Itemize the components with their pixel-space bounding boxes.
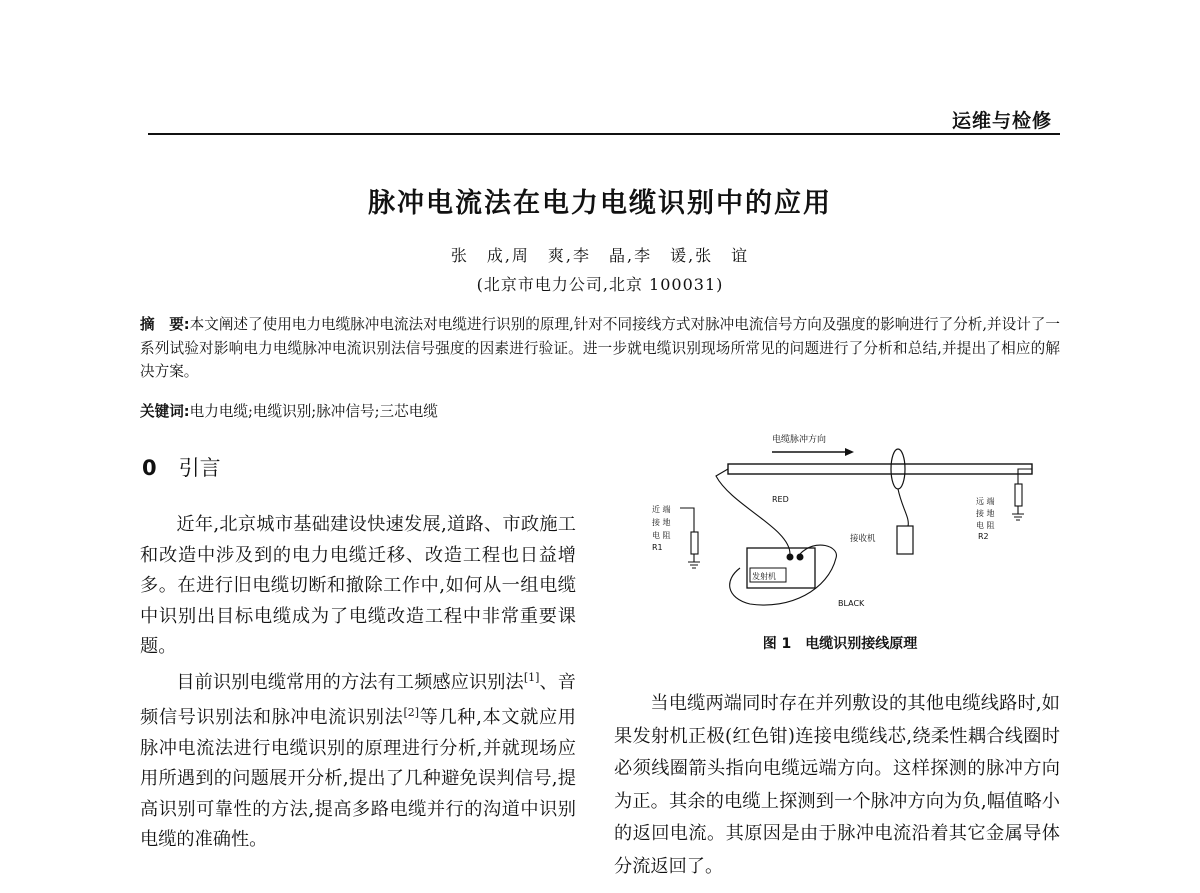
svg-text:近 端: 近 端: [652, 505, 671, 514]
keywords-label: 关键词:: [140, 403, 190, 420]
citation-1[interactable]: [1]: [523, 670, 540, 684]
abstract-label: 摘 要:: [140, 316, 190, 333]
paper-title: 脉冲电流法在电力电缆识别中的应用: [368, 188, 832, 219]
section-heading: [142, 452, 221, 482]
svg-text:R1: R1: [652, 543, 663, 552]
svg-text:电 阻: 电 阻: [652, 531, 671, 540]
journal-section-label: 运维与检修: [951, 110, 1052, 132]
abstract: [140, 313, 1060, 384]
keywords: [140, 400, 1060, 421]
keywords-text: 电力电缆;电缆识别;脉冲信号;三芯电缆: [189, 403, 438, 420]
svg-text:R2: R2: [978, 532, 989, 541]
affiliation: (北京市电力公司,北京 100031): [476, 275, 724, 294]
svg-text:电 阻: 电 阻: [976, 521, 995, 530]
cable-body: [728, 464, 1032, 474]
svg-text:远 端: 远 端: [976, 497, 995, 506]
abstract-text: 本文阐述了使用电力电缆脉冲电流法对电缆进行识别的原理,针对不同接线方式对脉冲电流信号方向及强度的影响进行了分析,并设计了一系列试验对影响电力电缆脉冲电流识别法信号强度的因素进行验证。进一步就电缆识别现场所常见的问题进行了分析和总结,并提出了相应的解决方案。: [140, 316, 1060, 380]
near-end-resistor: [691, 532, 698, 554]
red-lead-label: RED: [772, 495, 789, 504]
right-paragraph-1: 当电缆两端同时存在并列敷设的其他电缆线路时,如果发射机正极(红色钳)连接电缆线芯,绕柔性耦合线圈时必须线圈箭头指向电缆远端方向。这样探测的脉冲方向为正。其余的电缆上探测到一个脉冲方向为负,幅值略小的返回电流。其原因是由于脉冲电流沿着其它金属导体分流返回了。: [614, 693, 1060, 877]
intro-paragraph-1: 近年,北京城市基础建设快速发展,道路、市政施工和改造中涉及到的电力电缆迁移、改造工程也日益增多。在进行旧电缆切断和撤除工作中,如何从一组电缆中识别出目标电缆成为了电缆改造工程中非常重要课题。: [140, 514, 576, 657]
intro-paragraph-2: 目前识别电缆常用的方法有工频感应识别法[1]、音频信号识别法和脉冲电流识别法[2]等几种,本文就应用脉冲电流法进行电缆识别的原理进行分析,并就现场应用所遇到的问题展开分析,提出了几种避免误判信号,提高识别可靠性的方法,提高多路电缆并行的沟道中识别电缆的准确性。: [140, 670, 576, 851]
pulse-direction-label: 电缆脉冲方向: [772, 435, 827, 445]
right-column: [614, 688, 1060, 883]
section-number: 0: [142, 456, 157, 480]
red-terminal: [787, 554, 794, 561]
red-lead: [716, 469, 790, 554]
coupling-coil: [891, 449, 905, 489]
black-terminal: [797, 554, 804, 561]
svg-text:接 地: 接 地: [976, 509, 995, 518]
receiver-label: 接收机: [850, 534, 876, 544]
header-divider: [148, 133, 1060, 135]
figure-1-diagram: [640, 428, 1040, 618]
receiver-device: [897, 526, 913, 554]
section-title: 引言: [178, 456, 221, 480]
far-end-resistor: [1015, 484, 1022, 506]
left-column: [140, 510, 576, 856]
citation-2[interactable]: [2]: [403, 706, 420, 720]
authors: 张 成,周 爽,李 晶,李 谖,张 谊: [450, 246, 750, 265]
figure-1-caption: 图 1 电缆识别接线原理: [762, 636, 918, 652]
svg-text:接 地: 接 地: [652, 518, 671, 527]
transmitter-label: 发射机: [752, 572, 776, 581]
black-lead: [730, 545, 837, 605]
black-lead-label: BLACK: [838, 599, 865, 608]
